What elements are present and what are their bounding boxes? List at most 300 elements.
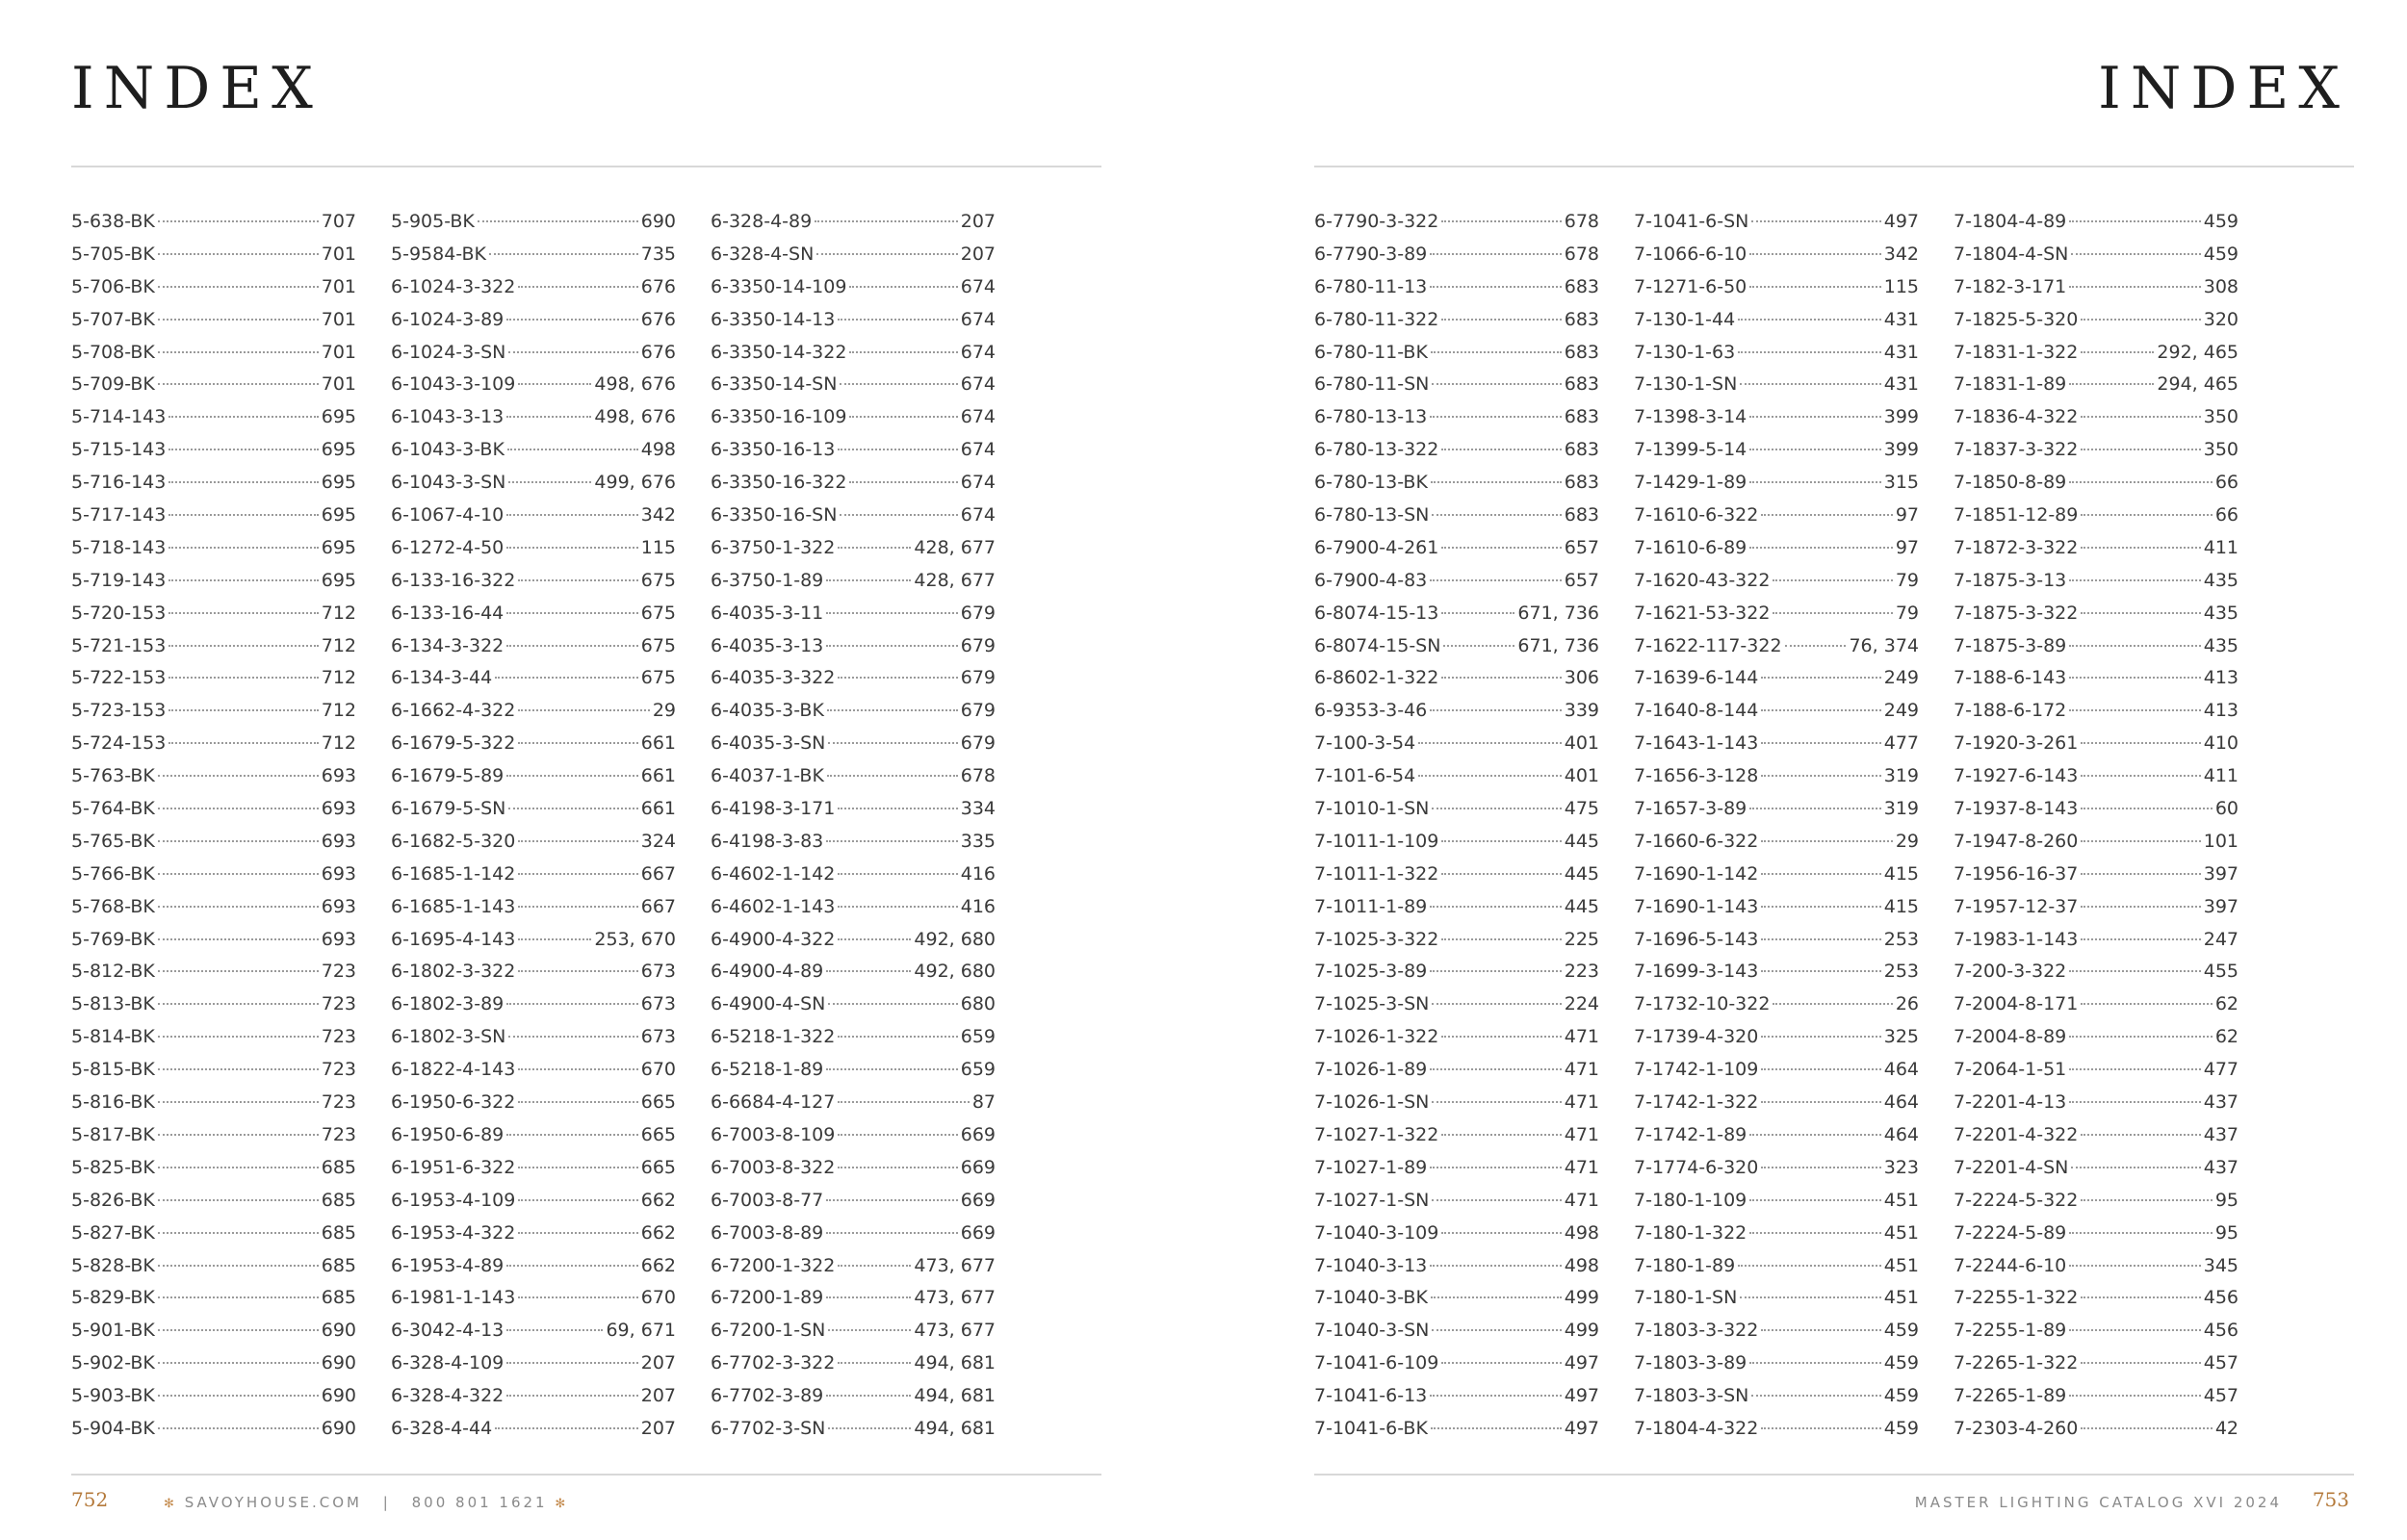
item-code: 5-903-BK bbox=[71, 1385, 155, 1407]
dot-leader bbox=[2081, 1296, 2200, 1298]
page-reference: 249 bbox=[1883, 700, 1919, 722]
dot-leader bbox=[1432, 1199, 1561, 1201]
dot-leader bbox=[506, 514, 637, 516]
dot-leader bbox=[1749, 547, 1893, 549]
dot-leader bbox=[1441, 677, 1561, 679]
item-code: 6-7200-1-89 bbox=[711, 1287, 824, 1309]
page-reference: 669 bbox=[960, 1221, 996, 1244]
index-entry bbox=[71, 1315, 356, 1348]
dot-leader bbox=[826, 645, 957, 647]
page-reference: 401 bbox=[1564, 765, 1599, 787]
page-reference: 661 bbox=[640, 765, 676, 787]
dot-leader bbox=[158, 970, 319, 972]
index-entry bbox=[391, 206, 676, 239]
page-reference: 445 bbox=[1564, 862, 1599, 885]
dot-leader bbox=[2081, 351, 2154, 353]
index-entry bbox=[391, 1119, 676, 1152]
index-entry bbox=[711, 304, 996, 337]
dot-leader bbox=[2069, 970, 2200, 972]
item-code: 6-1024-3-SN bbox=[391, 341, 506, 363]
page-reference: 207 bbox=[640, 1417, 676, 1439]
dot-leader bbox=[1749, 253, 1880, 255]
index-entry bbox=[71, 337, 356, 370]
dot-leader bbox=[838, 1265, 911, 1267]
dot-leader bbox=[2069, 709, 2200, 711]
index-entry bbox=[1634, 793, 1919, 826]
index-entry bbox=[1314, 1413, 1599, 1446]
page-reference: 676 bbox=[640, 275, 676, 297]
dot-leader bbox=[828, 1003, 957, 1005]
item-code: 7-1875-3-322 bbox=[1954, 602, 2079, 624]
item-code: 5-765-BK bbox=[71, 830, 155, 852]
item-code: 7-1040-3-109 bbox=[1314, 1221, 1439, 1244]
index-entry bbox=[1314, 206, 1599, 239]
dot-leader bbox=[506, 416, 591, 418]
page-reference: 695 bbox=[321, 472, 356, 494]
dot-leader bbox=[508, 1036, 637, 1038]
dot-leader bbox=[2071, 253, 2200, 255]
footer-contact bbox=[164, 1494, 568, 1511]
dot-leader bbox=[849, 481, 957, 483]
dot-leader bbox=[518, 1296, 637, 1298]
page-reference: 292, 465 bbox=[2157, 341, 2239, 363]
page-reference: 669 bbox=[960, 1123, 996, 1145]
index-entry bbox=[1634, 924, 1919, 957]
dot-leader bbox=[1761, 1068, 1880, 1070]
index-entry bbox=[1954, 532, 2239, 565]
page-reference: 669 bbox=[960, 1189, 996, 1211]
dot-leader bbox=[1749, 1362, 1880, 1364]
index-entry bbox=[391, 1413, 676, 1446]
item-code: 6-328-4-109 bbox=[391, 1352, 505, 1374]
index-entry bbox=[71, 1021, 356, 1054]
page-reference: 667 bbox=[640, 895, 676, 917]
dot-leader bbox=[2081, 319, 2200, 321]
item-code: 7-130-1-44 bbox=[1634, 308, 1736, 330]
page-reference: 723 bbox=[321, 993, 356, 1015]
item-code: 5-638-BK bbox=[71, 211, 155, 232]
page-reference: 723 bbox=[321, 1059, 356, 1081]
page-reference: 308 bbox=[2203, 275, 2239, 297]
page-reference: 323 bbox=[1883, 1156, 1919, 1178]
item-code: 7-1010-1-SN bbox=[1314, 798, 1430, 820]
dot-leader bbox=[1441, 1134, 1561, 1136]
item-code: 5-9584-BK bbox=[391, 243, 486, 265]
item-code: 7-1041-6-SN bbox=[1634, 211, 1749, 232]
dot-leader bbox=[838, 906, 957, 908]
page-reference: 473, 677 bbox=[914, 1320, 996, 1342]
page-number: 752 bbox=[71, 1488, 109, 1511]
footer-website: SAVOYHOUSE.COM bbox=[184, 1494, 362, 1511]
index-entry bbox=[391, 401, 676, 434]
item-code: 7-1739-4-320 bbox=[1634, 1026, 1759, 1048]
item-code: 7-1041-6-13 bbox=[1314, 1385, 1428, 1407]
index-entry bbox=[71, 271, 356, 304]
dot-leader bbox=[506, 1003, 637, 1005]
index-entry bbox=[71, 826, 356, 859]
page-reference: 410 bbox=[2203, 732, 2239, 755]
page-reference: 399 bbox=[1883, 406, 1919, 428]
index-entry bbox=[711, 1152, 996, 1185]
dot-leader bbox=[508, 351, 637, 353]
dot-leader bbox=[158, 906, 319, 908]
index-entry bbox=[1954, 1380, 2239, 1413]
dot-leader bbox=[1432, 514, 1561, 516]
index-entry bbox=[391, 662, 676, 695]
index-entry bbox=[1954, 695, 2239, 728]
index-entry bbox=[1954, 1282, 2239, 1315]
index-entry bbox=[711, 434, 996, 467]
dot-leader bbox=[1761, 677, 1880, 679]
index-entry bbox=[1314, 1380, 1599, 1413]
dot-leader bbox=[508, 481, 591, 483]
item-code: 5-769-BK bbox=[71, 928, 155, 950]
dot-leader bbox=[518, 938, 591, 940]
index-entry bbox=[711, 1282, 996, 1315]
item-code: 7-2265-1-89 bbox=[1954, 1385, 2067, 1407]
index-entry bbox=[1954, 1152, 2239, 1185]
item-code: 5-768-BK bbox=[71, 895, 155, 917]
page-title: INDEX bbox=[71, 55, 323, 122]
index-entry bbox=[71, 434, 356, 467]
dot-leader bbox=[2069, 1329, 2200, 1331]
item-code: 7-2201-4-322 bbox=[1954, 1123, 2079, 1145]
index-entry bbox=[711, 793, 996, 826]
dot-leader bbox=[826, 840, 957, 842]
item-code: 6-780-13-322 bbox=[1314, 439, 1439, 461]
dot-leader bbox=[1751, 220, 1880, 222]
page-reference: 315 bbox=[1883, 472, 1919, 494]
index-entry bbox=[1314, 1152, 1599, 1185]
index-entry bbox=[71, 891, 356, 924]
page-reference: 683 bbox=[1564, 308, 1599, 330]
index-entry bbox=[71, 630, 356, 663]
item-code: 6-1950-6-322 bbox=[391, 1091, 516, 1114]
item-code: 6-1662-4-322 bbox=[391, 700, 516, 722]
item-code: 7-2244-6-10 bbox=[1954, 1254, 2067, 1276]
index-entry bbox=[1954, 467, 2239, 500]
page-reference: 701 bbox=[321, 373, 356, 396]
page-reference: 459 bbox=[2203, 243, 2239, 265]
index-entry bbox=[1954, 206, 2239, 239]
dot-leader bbox=[1773, 612, 1892, 614]
page-reference: 669 bbox=[960, 1156, 996, 1178]
item-code: 5-722-153 bbox=[71, 667, 167, 689]
item-code: 6-1950-6-89 bbox=[391, 1123, 505, 1145]
index-entry bbox=[1954, 565, 2239, 598]
page-reference: 498 bbox=[1564, 1254, 1599, 1276]
dot-leader bbox=[158, 808, 319, 809]
page-title: INDEX bbox=[2098, 55, 2349, 122]
index-entry bbox=[1314, 1348, 1599, 1380]
dot-leader bbox=[168, 677, 318, 679]
page-reference: 498 bbox=[1564, 1221, 1599, 1244]
item-code: 7-1621-53-322 bbox=[1634, 602, 1771, 624]
index-entry bbox=[1314, 1315, 1599, 1348]
page-reference: 679 bbox=[960, 732, 996, 755]
index-entry bbox=[1314, 598, 1599, 630]
item-code: 5-718-143 bbox=[71, 536, 167, 558]
index-entry bbox=[1314, 369, 1599, 401]
index-entry bbox=[71, 662, 356, 695]
item-code: 6-4035-3-11 bbox=[711, 602, 824, 624]
dot-leader bbox=[1761, 709, 1880, 711]
dot-leader bbox=[158, 220, 319, 222]
dot-leader bbox=[1749, 416, 1880, 418]
index-entry bbox=[71, 565, 356, 598]
index-entry bbox=[1954, 630, 2239, 663]
item-code: 7-1025-3-SN bbox=[1314, 993, 1430, 1015]
page-reference: 659 bbox=[960, 1059, 996, 1081]
dot-leader bbox=[1430, 1265, 1561, 1267]
dot-leader bbox=[158, 1427, 319, 1429]
dot-leader bbox=[2081, 612, 2200, 614]
page-reference: 451 bbox=[1883, 1287, 1919, 1309]
page-reference: 66 bbox=[2214, 472, 2239, 494]
dot-leader bbox=[495, 677, 638, 679]
page-reference: 695 bbox=[321, 536, 356, 558]
item-code: 5-817-BK bbox=[71, 1123, 155, 1145]
index-entry bbox=[71, 1054, 356, 1087]
dot-leader bbox=[168, 449, 318, 450]
page-reference: 223 bbox=[1564, 961, 1599, 983]
item-code: 6-7003-8-89 bbox=[711, 1221, 824, 1244]
index-entry bbox=[71, 532, 356, 565]
page-reference: 207 bbox=[640, 1385, 676, 1407]
index-entry bbox=[71, 1119, 356, 1152]
page-reference: 437 bbox=[2203, 1156, 2239, 1178]
item-code: 6-1024-3-322 bbox=[391, 275, 516, 297]
dot-leader bbox=[506, 1329, 603, 1331]
page-reference: 437 bbox=[2203, 1123, 2239, 1145]
dot-leader bbox=[1761, 840, 1892, 842]
item-code: 5-709-BK bbox=[71, 373, 155, 396]
index-entry bbox=[1954, 793, 2239, 826]
dot-leader bbox=[2069, 481, 2213, 483]
page-reference: 678 bbox=[960, 765, 996, 787]
item-code: 6-780-13-BK bbox=[1314, 472, 1428, 494]
index-entry bbox=[1954, 304, 2239, 337]
dot-leader bbox=[1738, 1265, 1881, 1267]
item-code: 6-1043-3-BK bbox=[391, 439, 505, 461]
page-reference: 451 bbox=[1883, 1254, 1919, 1276]
index-entry bbox=[1634, 859, 1919, 891]
item-code: 7-1041-6-BK bbox=[1314, 1417, 1428, 1439]
item-code: 7-2224-5-89 bbox=[1954, 1221, 2067, 1244]
item-code: 5-715-143 bbox=[71, 439, 167, 461]
item-code: 6-133-16-322 bbox=[391, 569, 516, 591]
page-reference: 69, 671 bbox=[606, 1320, 676, 1342]
index-entry bbox=[1314, 956, 1599, 988]
dot-leader bbox=[826, 1199, 957, 1201]
dot-leader bbox=[2069, 1395, 2200, 1397]
item-code: 7-1011-1-89 bbox=[1314, 895, 1428, 917]
item-code: 6-1953-4-322 bbox=[391, 1221, 516, 1244]
item-code: 7-1026-1-322 bbox=[1314, 1026, 1439, 1048]
item-code: 6-4035-3-322 bbox=[711, 667, 836, 689]
dot-leader bbox=[1418, 775, 1562, 777]
page-reference: 497 bbox=[1564, 1385, 1599, 1407]
index-entry bbox=[391, 271, 676, 304]
index-entry bbox=[711, 1119, 996, 1152]
item-code: 6-1953-4-109 bbox=[391, 1189, 516, 1211]
index-entry bbox=[71, 239, 356, 271]
item-code: 6-1685-1-143 bbox=[391, 895, 516, 917]
index-entry bbox=[1634, 988, 1919, 1021]
item-code: 6-328-4-322 bbox=[391, 1385, 505, 1407]
page-reference: 695 bbox=[321, 569, 356, 591]
item-code: 5-723-153 bbox=[71, 700, 167, 722]
footer-divider bbox=[71, 1474, 1101, 1476]
index-entry bbox=[711, 728, 996, 760]
dot-leader bbox=[1430, 1068, 1561, 1070]
dot-leader bbox=[815, 220, 958, 222]
page-reference: 695 bbox=[321, 439, 356, 461]
page-reference: 497 bbox=[1564, 1352, 1599, 1374]
page-reference: 435 bbox=[2203, 602, 2239, 624]
index-entry bbox=[391, 467, 676, 500]
item-code: 7-180-1-322 bbox=[1634, 1221, 1747, 1244]
dot-leader bbox=[838, 449, 957, 450]
dot-leader bbox=[826, 1232, 957, 1234]
item-code: 7-1875-3-89 bbox=[1954, 634, 2067, 656]
item-code: 5-763-BK bbox=[71, 765, 155, 787]
dot-leader bbox=[838, 1362, 911, 1364]
item-code: 7-1660-6-322 bbox=[1634, 830, 1759, 852]
page-reference: 325 bbox=[1883, 1026, 1919, 1048]
dot-leader bbox=[2081, 1427, 2212, 1429]
index-entry bbox=[71, 760, 356, 793]
item-code: 7-2255-1-89 bbox=[1954, 1320, 2067, 1342]
item-code: 7-1620-43-322 bbox=[1634, 569, 1771, 591]
item-code: 6-7003-8-322 bbox=[711, 1156, 836, 1178]
dot-leader bbox=[1441, 1036, 1561, 1038]
dot-leader bbox=[1441, 938, 1561, 940]
index-entry bbox=[1634, 1087, 1919, 1119]
index-entry bbox=[1954, 337, 2239, 370]
index-entry bbox=[1314, 434, 1599, 467]
dot-leader bbox=[158, 840, 319, 842]
dot-leader bbox=[158, 775, 319, 777]
index-entry bbox=[1314, 271, 1599, 304]
item-code: 5-814-BK bbox=[71, 1026, 155, 1048]
index-entry bbox=[391, 760, 676, 793]
item-code: 7-1696-5-143 bbox=[1634, 928, 1759, 950]
page-reference: 413 bbox=[2203, 700, 2239, 722]
item-code: 5-719-143 bbox=[71, 569, 167, 591]
dot-leader bbox=[168, 742, 318, 744]
dot-leader bbox=[1749, 1134, 1880, 1136]
dot-leader bbox=[518, 742, 637, 744]
dot-leader bbox=[168, 645, 318, 647]
index-entry bbox=[71, 369, 356, 401]
page-reference: 685 bbox=[321, 1287, 356, 1309]
dot-leader bbox=[1441, 1232, 1561, 1234]
page-reference: 66 bbox=[2214, 504, 2239, 526]
page-reference: 431 bbox=[1883, 373, 1919, 396]
item-code: 7-1027-1-322 bbox=[1314, 1123, 1439, 1145]
index-entry bbox=[1314, 532, 1599, 565]
index-entry bbox=[711, 695, 996, 728]
dot-leader bbox=[826, 970, 911, 972]
item-code: 5-714-143 bbox=[71, 406, 167, 428]
index-entry bbox=[711, 271, 996, 304]
dot-leader bbox=[1441, 873, 1561, 875]
index-entry bbox=[391, 1054, 676, 1087]
index-entry bbox=[1634, 1119, 1919, 1152]
index-entry bbox=[711, 369, 996, 401]
item-code: 6-4602-1-143 bbox=[711, 895, 836, 917]
dot-leader bbox=[158, 253, 319, 255]
dot-leader bbox=[168, 416, 318, 418]
page-reference: 498, 676 bbox=[594, 406, 676, 428]
index-entry bbox=[1634, 565, 1919, 598]
page-reference: 701 bbox=[321, 308, 356, 330]
dot-leader bbox=[1432, 1329, 1561, 1331]
item-code: 6-3750-1-322 bbox=[711, 536, 836, 558]
index-entry bbox=[71, 1282, 356, 1315]
index-entry bbox=[1634, 401, 1919, 434]
item-code: 6-4035-3-13 bbox=[711, 634, 824, 656]
item-code: 7-1027-1-SN bbox=[1314, 1189, 1430, 1211]
item-code: 7-1804-4-89 bbox=[1954, 211, 2067, 232]
dot-leader bbox=[1761, 742, 1880, 744]
page-reference: 459 bbox=[2203, 211, 2239, 232]
page-reference: 339 bbox=[1564, 700, 1599, 722]
page-reference: 690 bbox=[321, 1320, 356, 1342]
dot-leader bbox=[2069, 1036, 2213, 1038]
item-code: 7-188-6-172 bbox=[1954, 700, 2067, 722]
index-entry bbox=[711, 956, 996, 988]
index-entry bbox=[1954, 728, 2239, 760]
page-reference: 499 bbox=[1564, 1287, 1599, 1309]
page-reference: 695 bbox=[321, 406, 356, 428]
dot-leader bbox=[158, 1296, 319, 1298]
page-reference: 428, 677 bbox=[914, 569, 996, 591]
index-entry bbox=[1314, 630, 1599, 663]
dot-leader bbox=[518, 1199, 637, 1201]
page-reference: 475 bbox=[1564, 798, 1599, 820]
item-code: 5-901-BK bbox=[71, 1320, 155, 1342]
item-code: 5-829-BK bbox=[71, 1287, 155, 1309]
index-entry bbox=[391, 532, 676, 565]
dot-leader bbox=[158, 1232, 319, 1234]
dot-leader bbox=[1761, 873, 1880, 875]
dot-leader bbox=[827, 775, 958, 777]
dot-leader bbox=[826, 1395, 911, 1397]
item-code: 7-1983-1-143 bbox=[1954, 928, 2079, 950]
page-reference: 494, 681 bbox=[914, 1417, 996, 1439]
item-code: 7-1610-6-89 bbox=[1634, 536, 1747, 558]
page-reference: 671, 736 bbox=[1517, 634, 1599, 656]
item-code: 7-2303-4-260 bbox=[1954, 1417, 2079, 1439]
index-entry bbox=[71, 467, 356, 500]
page-reference: 428, 677 bbox=[914, 536, 996, 558]
page-reference: 207 bbox=[960, 211, 996, 232]
index-entry bbox=[391, 1185, 676, 1218]
dot-leader bbox=[1761, 906, 1880, 908]
index-entry bbox=[391, 1282, 676, 1315]
dot-leader bbox=[1432, 1003, 1561, 1005]
index-entry bbox=[391, 369, 676, 401]
dot-leader bbox=[1761, 1329, 1880, 1331]
page-reference: 415 bbox=[1883, 895, 1919, 917]
index-entry bbox=[1634, 434, 1919, 467]
page-reference: 492, 680 bbox=[914, 961, 996, 983]
dot-leader bbox=[1749, 449, 1880, 450]
dot-leader bbox=[518, 1068, 637, 1070]
page-reference: 723 bbox=[321, 961, 356, 983]
